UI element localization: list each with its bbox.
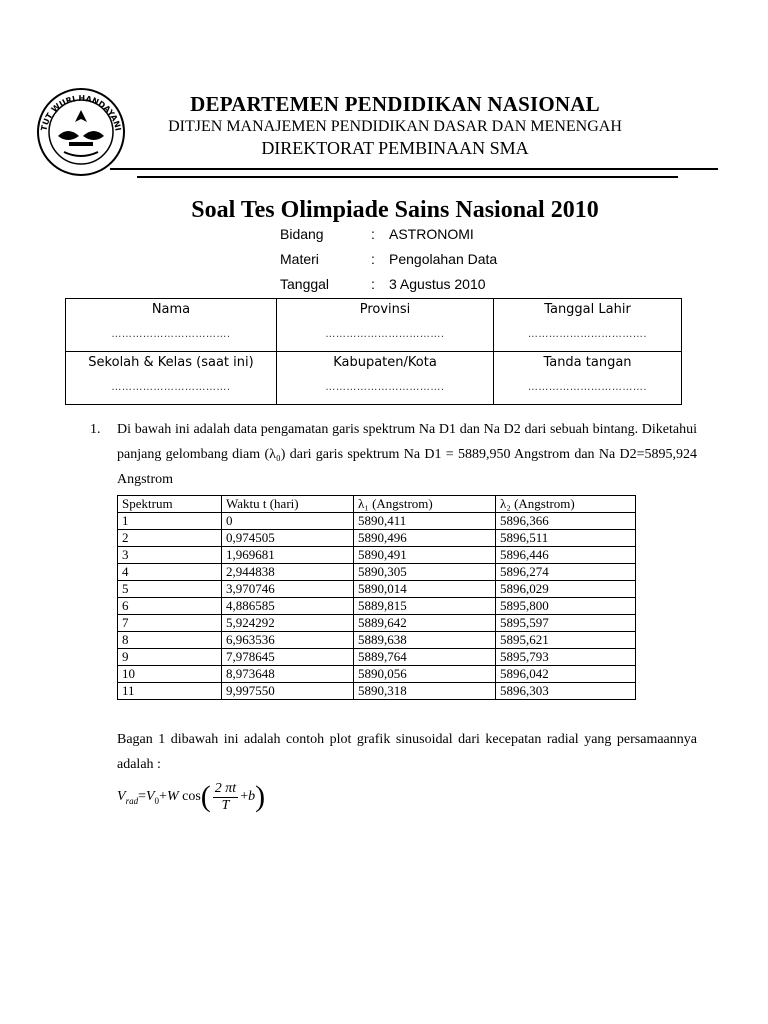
spectrum-data-table: [117, 495, 636, 700]
table-row: [118, 632, 636, 649]
table-cell: 2,944838: [222, 564, 354, 581]
meta-label-tanggal: Tanggal: [280, 276, 330, 292]
formula-v0-sub: 0: [154, 796, 160, 807]
formula-equals: =: [138, 789, 146, 805]
table-cell: 5890,305: [354, 564, 496, 581]
table-cell: 6: [118, 598, 222, 615]
table-cell: 5890,318: [354, 683, 496, 700]
table-cell: 8,973648: [222, 666, 354, 683]
tanggal-lahir-label: Tanggal Lahir: [544, 302, 631, 317]
formula-plus: +: [159, 789, 167, 805]
department-name: DEPARTEMEN PENDIDIKAN NASIONAL: [190, 92, 600, 116]
directorate-general-name: DITJEN MANAJEMEN PENDIDIKAN DASAR DAN MENENGAH: [168, 118, 622, 135]
table-cell: 5896,446: [496, 547, 636, 564]
table-cell: 5889,638: [354, 632, 496, 649]
header-rule-thick: [110, 168, 718, 170]
table-cell: 5895,597: [496, 615, 636, 632]
meta-colon: :: [371, 276, 375, 292]
table-cell: 5896,042: [496, 666, 636, 683]
table-cell: 5: [118, 581, 222, 598]
header-rule-thin: [137, 176, 678, 178]
table-row: [118, 666, 636, 683]
radial-velocity-formula: [117, 780, 265, 820]
fill-line: …………………………….: [325, 329, 445, 340]
tanggal-lahir-field[interactable]: [494, 299, 682, 352]
table-cell: 5890,056: [354, 666, 496, 683]
column-header: Spektrum: [118, 496, 222, 513]
formula-denominator: T: [221, 797, 230, 813]
meta-label-bidang: Bidang: [280, 226, 324, 242]
table-cell: 5890,491: [354, 547, 496, 564]
provinsi-field[interactable]: [277, 299, 494, 352]
table-cell: 5890,411: [354, 513, 496, 530]
table-cell: 1,969681: [222, 547, 354, 564]
page-title: Soal Tes Olimpiade Sains Nasional 2010: [191, 197, 599, 223]
table-cell: 5895,621: [496, 632, 636, 649]
meta-label-materi: Materi: [280, 251, 319, 267]
graph-description-paragraph: Bagan 1 dibawah ini adalah contoh plot grafik sinusoidal dari kecepatan radial yang persamaannya adalah :: [117, 732, 697, 772]
table-cell: 0,974505: [222, 530, 354, 547]
formula-paren-open: (: [200, 780, 211, 813]
formula-plus: +: [240, 789, 249, 805]
nama-label: Nama: [151, 302, 191, 317]
table-cell: 4,886585: [222, 598, 354, 615]
table-row: [118, 564, 636, 581]
table-cell: 5889,764: [354, 649, 496, 666]
formula-fraction: [213, 781, 238, 814]
formula-cos: cos: [182, 789, 201, 805]
table-header-row: [118, 496, 636, 513]
question-number: 1.: [90, 422, 101, 437]
fill-line: …………………………….: [325, 382, 445, 393]
svg-text:TUT WURI HANDAYANI: TUT WURI HANDAYANI: [39, 93, 123, 132]
table-cell: 8: [118, 632, 222, 649]
sekolah-kelas-label: Sekolah & Kelas (saat ini): [88, 355, 254, 370]
tanda-tangan-field[interactable]: [494, 352, 682, 405]
table-cell: 9: [118, 649, 222, 666]
student-info-table: [65, 298, 682, 405]
table-cell: 5896,511: [496, 530, 636, 547]
formula-v0: V: [145, 789, 155, 805]
table-row: [118, 615, 636, 632]
meta-colon: :: [371, 226, 375, 242]
table-cell: 0: [222, 513, 354, 530]
fill-line: …………………………….: [111, 382, 231, 393]
table-cell: 3: [118, 547, 222, 564]
table-cell: 5895,793: [496, 649, 636, 666]
table-cell: 5890,496: [354, 530, 496, 547]
kabupaten-kota-label: Kabupaten/Kota: [333, 355, 437, 370]
formula-b: b: [248, 789, 256, 805]
formula-v: V: [117, 789, 126, 805]
table-cell: 5,924292: [222, 615, 354, 632]
formula-w: W: [166, 789, 179, 805]
kabupaten-kota-field[interactable]: [277, 352, 494, 405]
table-cell: 5896,029: [496, 581, 636, 598]
table-cell: 7: [118, 615, 222, 632]
table-cell: 5896,366: [496, 513, 636, 530]
table-cell: 5890,014: [354, 581, 496, 598]
table-cell: 1: [118, 513, 222, 530]
table-cell: 11: [118, 683, 222, 700]
table-cell: 3,970746: [222, 581, 354, 598]
fill-line: …………………………….: [111, 329, 231, 340]
table-cell: 10: [118, 666, 222, 683]
table-cell: 5895,800: [496, 598, 636, 615]
table-row: [118, 683, 636, 700]
table-cell: 2: [118, 530, 222, 547]
tanda-tangan-label: Tanda tangan: [543, 355, 632, 370]
table-row: [118, 649, 636, 666]
question-intro-paragraph: Di bawah ini adalah data pengamatan garis spektrum Na D1 dan Na D2 dari sebuah bintang. Diketahui panjang gelombang diam (λ₀) dari garis spektrum Na D1 = 5889,950 Angstrom dan Na D2=5895,924 Angstrom: [117, 422, 697, 487]
formula-numerator: 2 πt: [214, 780, 237, 796]
column-header: Waktu t (hari): [222, 496, 354, 513]
meta-value-tanggal: 3 Agustus 2010: [389, 276, 486, 292]
provinsi-label: Provinsi: [359, 302, 411, 317]
fill-line: …………………………….: [527, 329, 648, 340]
formula-paren-close: ): [255, 780, 266, 813]
table-cell: 4: [118, 564, 222, 581]
table-row: [118, 530, 636, 547]
table-row: [118, 581, 636, 598]
directorate-name: DIREKTORAT PEMBINAAN SMA: [261, 138, 529, 158]
formula-v-sub: rad: [125, 796, 139, 807]
nama-field[interactable]: [66, 299, 277, 352]
meta-value-materi: Pengolahan Data: [389, 251, 498, 267]
table-row: [118, 598, 636, 615]
column-header: λ₂ (Angstrom): [496, 496, 636, 513]
table-cell: 9,997550: [222, 683, 354, 700]
table-row: [118, 513, 636, 530]
meta-colon: :: [371, 251, 375, 267]
fill-line: …………………………….: [527, 382, 648, 393]
table-cell: 5896,303: [496, 683, 636, 700]
table-cell: 5889,815: [354, 598, 496, 615]
table-cell: 5889,642: [354, 615, 496, 632]
table-cell: 7,978645: [222, 649, 354, 666]
table-cell: 5896,274: [496, 564, 636, 581]
table-row: [118, 547, 636, 564]
meta-value-bidang: ASTRONOMI: [389, 226, 474, 242]
column-header: λ₁ (Angstrom): [354, 496, 496, 513]
table-cell: 6,963536: [222, 632, 354, 649]
sekolah-kelas-field[interactable]: [66, 352, 277, 405]
